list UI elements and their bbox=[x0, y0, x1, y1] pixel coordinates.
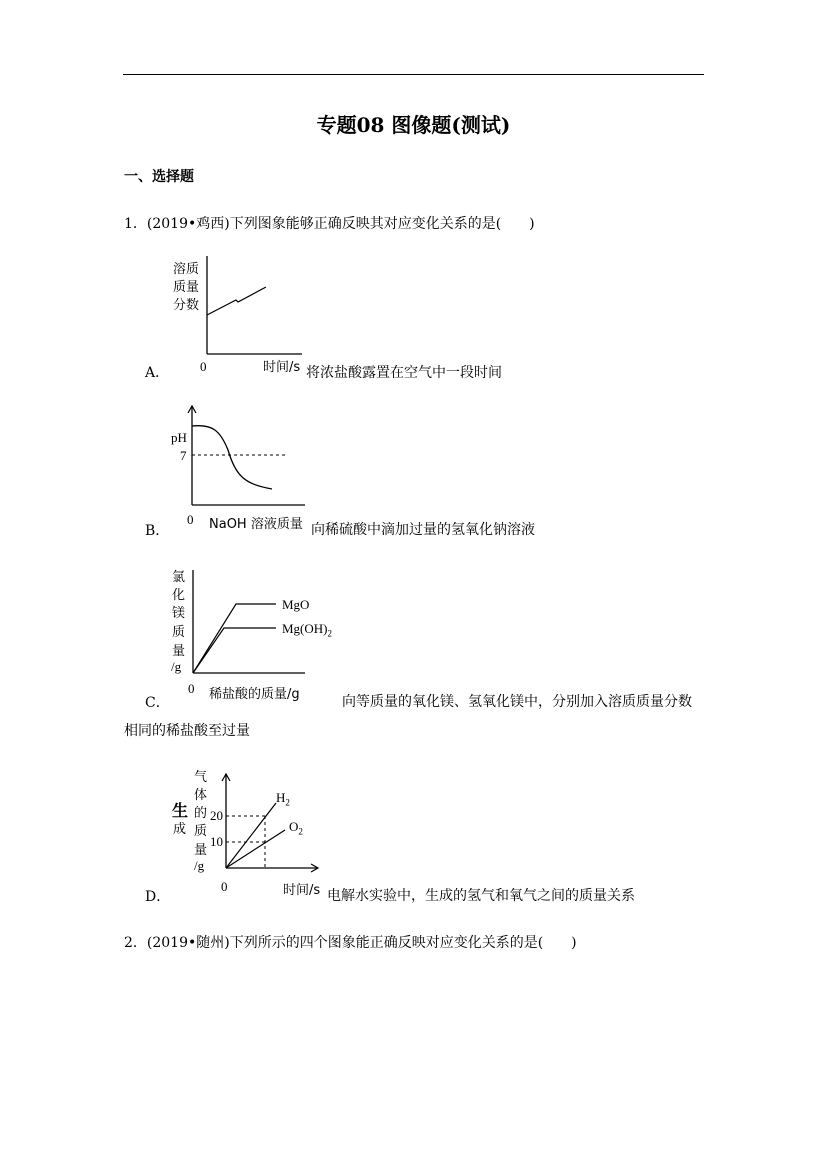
graph-d-h2-line bbox=[226, 803, 276, 868]
graph-d-ytick-20: 20 bbox=[210, 808, 223, 823]
graph-c-ylabel-1: 氯 bbox=[172, 570, 186, 585]
graph-c-ylabel-4: 质 bbox=[172, 625, 186, 640]
option-d-desc: 电解水实验中，生成的氢气和氧气之间的质量关系 bbox=[327, 888, 635, 904]
graph-b-xlabel: NaOH 溶液质量 bbox=[209, 517, 303, 532]
graph-c-origin: 0 bbox=[188, 681, 195, 696]
page-title: 专题08 图像题(测试) bbox=[316, 113, 511, 137]
graph-c-ylabel-5: 量 bbox=[172, 644, 186, 659]
graph-c-series-mgoh2: $Mg(OH)_2$ bbox=[282, 621, 332, 639]
option-a-letter: A． bbox=[145, 365, 170, 381]
option-b-desc: 向稀硫酸中滴加过量的氢氧化钠溶液 bbox=[311, 522, 535, 538]
option-b-letter: B． bbox=[145, 523, 170, 539]
graph-d-ylabel-2: 体 bbox=[194, 788, 208, 803]
option-a-desc: 将浓盐酸露置在空气中一段时间 bbox=[306, 365, 502, 381]
graph-d-ylabel-1: 气 bbox=[194, 770, 208, 785]
graph-a-origin: 0 bbox=[200, 359, 207, 374]
graph-a-ylabel-1: 溶质 bbox=[173, 262, 200, 277]
question-1-stem: 1．(2019•鸡西)下列图象能够正确反映其对应变化关系的是( ) bbox=[124, 216, 535, 232]
graph-d-o2-line bbox=[226, 830, 285, 868]
graph-d-ylabel-left-2: 成 bbox=[173, 822, 187, 837]
graph-b-ylabel: pH bbox=[171, 430, 187, 445]
graph-c-series-mgo: MgO bbox=[282, 597, 310, 612]
graph-d-ytick-10: 10 bbox=[210, 834, 223, 849]
graph-c-ylabel-3: 镁 bbox=[172, 606, 186, 621]
graph-a-ylabel-2: 质量 bbox=[173, 280, 200, 295]
graph-d-xlabel: 时间/s bbox=[283, 883, 321, 898]
graph-c-xlabel: 稀盐酸的质量/g bbox=[209, 687, 300, 702]
graph-d-series-h2: $H_2$ bbox=[276, 790, 290, 808]
graph-d-ylabel-4: 质 bbox=[194, 824, 208, 839]
option-d-letter: D． bbox=[145, 889, 171, 905]
question-2-stem: 2．(2019•随州)下列所示的四个图象能正确反映对应变化关系的是( ) bbox=[124, 935, 577, 951]
option-c-desc: 向等质量的氧化镁、氢氧化镁中，分别加入溶质质量分数 bbox=[342, 694, 692, 710]
graph-d-ylabel-left-1: 生 bbox=[172, 801, 189, 820]
graph-c-ylabel-6: /g bbox=[171, 659, 182, 674]
option-c-letter: C． bbox=[145, 695, 170, 711]
graph-d-ylabel-3: 的 bbox=[194, 806, 208, 821]
graph-d-series-o2: $O_2$ bbox=[289, 819, 303, 837]
graph-a-xlabel: 时间/s bbox=[263, 360, 301, 375]
graph-b-origin: 0 bbox=[187, 512, 194, 527]
graph-d-origin: 0 bbox=[221, 879, 228, 894]
graph-a-ylabel-3: 分数 bbox=[173, 298, 200, 313]
graph-b-ytick-7: 7 bbox=[180, 448, 187, 463]
graph-d-ylabel-5: 量 bbox=[194, 843, 208, 858]
section-heading: 一、选择题 bbox=[124, 169, 194, 185]
graph-c-ylabel-2: 化 bbox=[172, 588, 186, 603]
option-c-desc-cont: 相同的稀盐酸至过量 bbox=[124, 723, 250, 739]
graph-d-ylabel-6: /g bbox=[194, 858, 205, 873]
